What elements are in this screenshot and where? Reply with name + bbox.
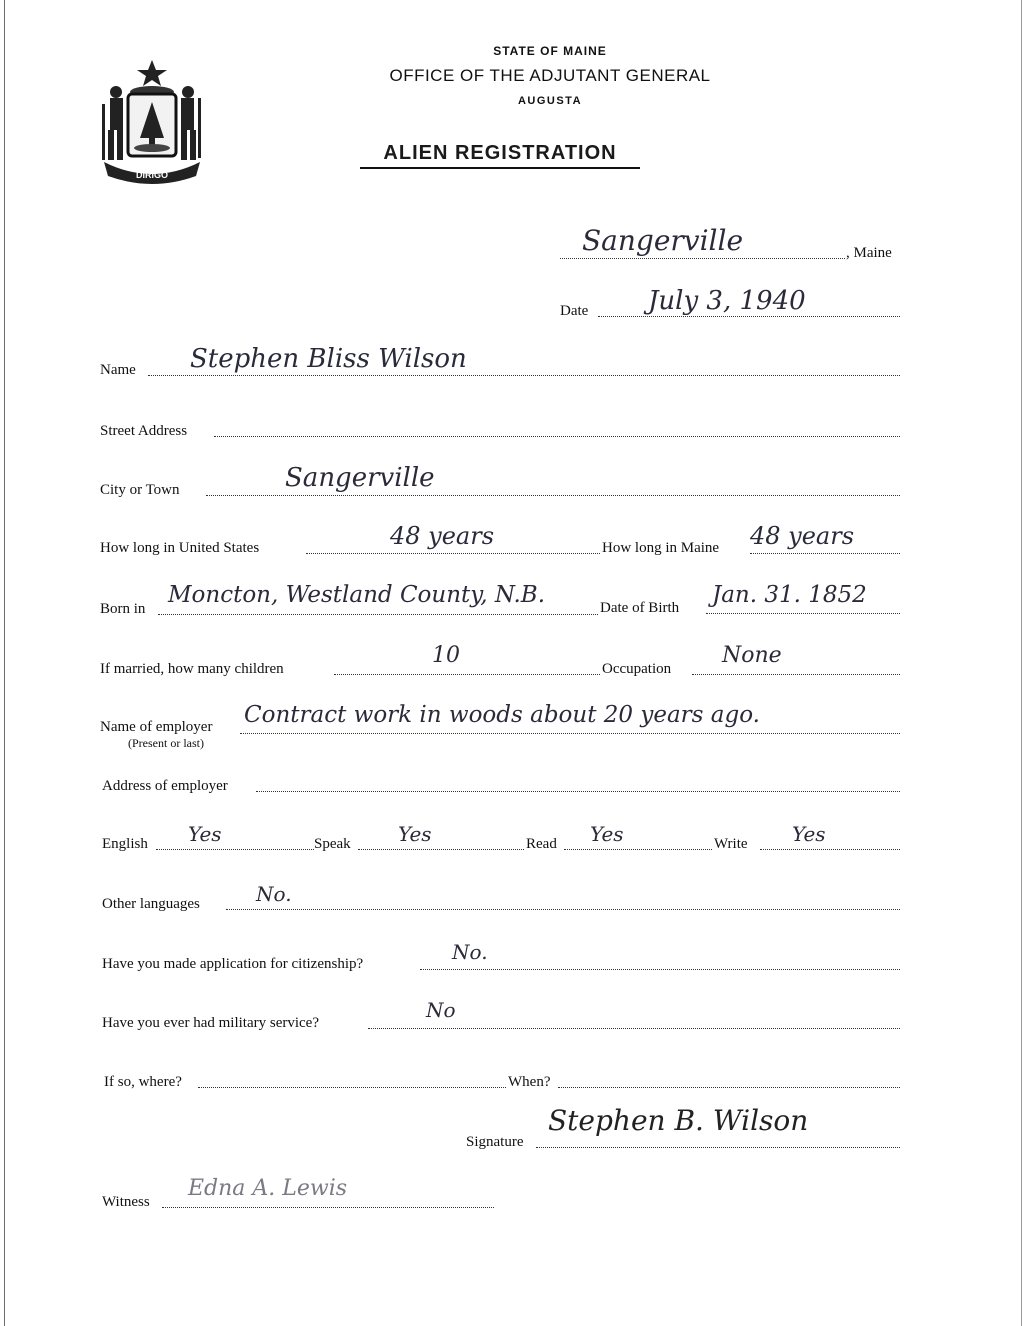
name-label: Name: [100, 362, 136, 378]
name-line: [148, 375, 900, 376]
witness-label: Witness: [102, 1194, 150, 1210]
read-line: [564, 849, 712, 850]
speak-line: [358, 849, 524, 850]
town-line: [560, 258, 845, 259]
signature-value: Stephen B. Wilson: [548, 1104, 809, 1137]
speak-label: Speak: [314, 836, 351, 852]
children-line: [334, 674, 600, 675]
maine-suffix: , Maine: [846, 245, 892, 261]
military-line: [368, 1028, 900, 1029]
employer-sublabel: (Present or last): [128, 736, 204, 750]
speak-value: Yes: [398, 822, 432, 846]
signature-label: Signature: [466, 1134, 524, 1150]
read-label: Read: [526, 836, 557, 852]
office-heading: OFFICE OF THE ADJUTANT GENERAL: [389, 66, 711, 85]
date-line: [598, 316, 900, 317]
maine-state-seal-icon: [98, 58, 206, 186]
employer-label: Name of employer: [100, 719, 213, 735]
street-address-label: Street Address: [100, 423, 188, 439]
scan-edge-left: [4, 0, 5, 1326]
how-long-us-value: 48 years: [390, 522, 495, 550]
state-heading: STATE OF MAINE: [493, 44, 607, 58]
born-in-value: Moncton, Westland County, N.B.: [168, 582, 546, 608]
city-heading: AUGUSTA: [517, 95, 583, 107]
born-in-line: [158, 614, 598, 615]
how-long-us-line: [306, 553, 600, 554]
employer-value: Contract work in woods about 20 years ago.: [244, 702, 760, 728]
employer-address-line: [256, 791, 900, 792]
other-languages-value: No.: [256, 882, 292, 906]
employer-address-label: Address of employer: [102, 778, 228, 794]
children-label: If married, how many children: [100, 661, 284, 677]
other-languages-label: Other languages: [102, 896, 200, 912]
date-label: Date: [560, 303, 589, 319]
english-value: Yes: [188, 822, 222, 846]
citizenship-value: No.: [452, 940, 488, 964]
how-long-maine-label: How long in Maine: [602, 540, 720, 556]
citizenship-label: Have you made application for citizenship?: [102, 956, 364, 972]
if-so-where-label: If so, where?: [104, 1074, 182, 1090]
how-long-us-label: How long in United States: [100, 540, 260, 556]
when-label: When?: [508, 1074, 551, 1090]
town-value: Sangerville: [582, 224, 744, 257]
street-address-line: [214, 436, 900, 437]
date-of-birth-value: Jan. 31. 1852: [712, 582, 867, 608]
write-line: [760, 849, 900, 850]
military-label: Have you ever had military service?: [102, 1015, 319, 1031]
citizenship-line: [420, 969, 900, 970]
write-label: Write: [714, 836, 748, 852]
occupation-label: Occupation: [602, 661, 672, 677]
name-value: Stephen Bliss Wilson: [190, 344, 467, 374]
children-value: 10: [432, 643, 460, 668]
witness-line: [162, 1207, 494, 1208]
svg-text:DIRIGO: DIRIGO: [135, 170, 169, 180]
witness-value: Edna A. Lewis: [188, 1176, 348, 1201]
date-of-birth-line: [706, 613, 900, 614]
military-value: No: [426, 998, 456, 1022]
signature-line: [536, 1147, 900, 1148]
english-line: [156, 849, 314, 850]
occupation-line: [692, 674, 900, 675]
when-line: [558, 1087, 900, 1088]
date-value: July 3, 1940: [648, 286, 806, 316]
employer-line: [240, 733, 900, 734]
form-title: ALIEN REGISTRATION: [360, 142, 640, 169]
city-line: [206, 495, 900, 496]
how-long-maine-line: [750, 553, 900, 554]
english-label: English: [102, 836, 148, 852]
how-long-maine-value: 48 years: [750, 522, 855, 550]
date-of-birth-label: Date of Birth: [600, 600, 680, 616]
born-in-label: Born in: [100, 601, 146, 617]
occupation-value: None: [722, 643, 782, 668]
city-value: Sangerville: [285, 463, 435, 493]
scan-edge-right: [1021, 0, 1022, 1326]
city-label: City or Town: [100, 482, 180, 498]
read-value: Yes: [590, 822, 624, 846]
write-value: Yes: [792, 822, 826, 846]
if-so-where-line: [198, 1087, 506, 1088]
other-languages-line: [226, 909, 900, 910]
